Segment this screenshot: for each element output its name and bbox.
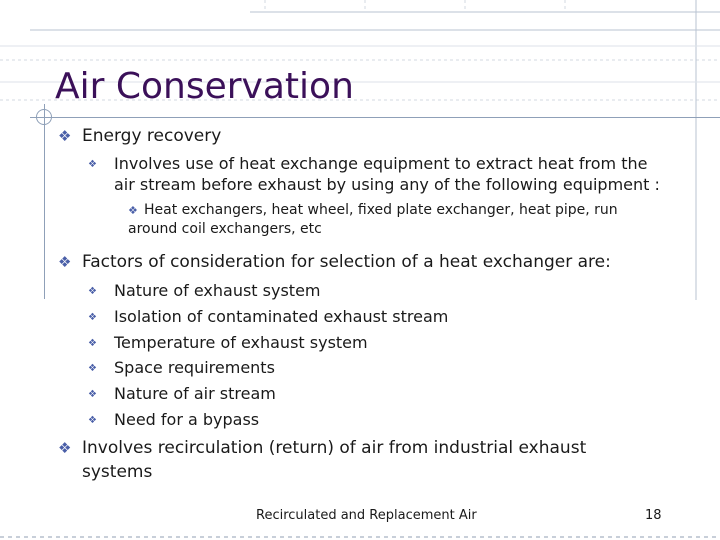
bullet-factors <box>58 250 611 274</box>
bullet-text: Factors of consideration for selection of a heat exchanger are: <box>82 252 611 272</box>
page-number: 18 <box>645 508 662 523</box>
diamond-bullet-icon: ❖ <box>58 253 72 271</box>
sub-sub-bullet-text: Heat exchangers, heat wheel, fixed plate exchanger, heat pipe, run around coil exchangers, etc <box>128 202 618 237</box>
diamond-bullet-icon: ❖ <box>88 363 97 374</box>
diamond-bullet-icon: ❖ <box>88 312 97 323</box>
list-item-text: Temperature of exhaust system <box>114 333 368 352</box>
diamond-bullet-icon: ❖ <box>88 415 97 426</box>
list-item <box>88 357 668 378</box>
diamond-bullet-icon: ❖ <box>88 389 97 400</box>
title-rule <box>30 117 720 118</box>
diamond-bullet-icon: ❖ <box>88 159 97 170</box>
list-item-text: Space requirements <box>114 358 275 377</box>
sub-bullet-heat-exchange <box>88 153 668 195</box>
slide-title: Air Conservation <box>55 66 354 107</box>
bullet-recirculation <box>58 436 658 484</box>
list-item <box>88 332 668 353</box>
diamond-bullet-icon: ❖ <box>58 127 72 145</box>
bullet-text: Involves recirculation (return) of air from industrial exhaust systems <box>82 438 587 482</box>
list-item-text: Need for a bypass <box>114 410 260 429</box>
diamond-bullet-icon: ❖ <box>128 204 138 217</box>
list-item-text: Nature of exhaust system <box>114 281 321 300</box>
footer-rule <box>0 536 720 538</box>
sub-sub-bullet-equipment <box>128 201 648 239</box>
list-item <box>88 280 668 301</box>
list-item <box>88 409 668 430</box>
sub-bullet-text: Involves use of heat exchange equipment to extract heat from the air stream before exhaust by using any of the following equipment : <box>114 154 660 194</box>
bullet-text: Energy recovery <box>82 126 222 146</box>
title-circle-decoration <box>36 109 52 125</box>
bullet-energy-recovery <box>58 124 221 148</box>
title-vertical-rule <box>44 104 45 299</box>
diamond-bullet-icon: ❖ <box>88 286 97 297</box>
list-item-text: Isolation of contaminated exhaust stream <box>114 307 449 326</box>
diamond-bullet-icon: ❖ <box>58 439 72 457</box>
list-item-text: Nature of air stream <box>114 384 276 403</box>
list-item <box>88 383 668 404</box>
list-item <box>88 306 668 327</box>
footer-title: Recirculated and Replacement Air <box>256 508 477 523</box>
diamond-bullet-icon: ❖ <box>88 338 97 349</box>
